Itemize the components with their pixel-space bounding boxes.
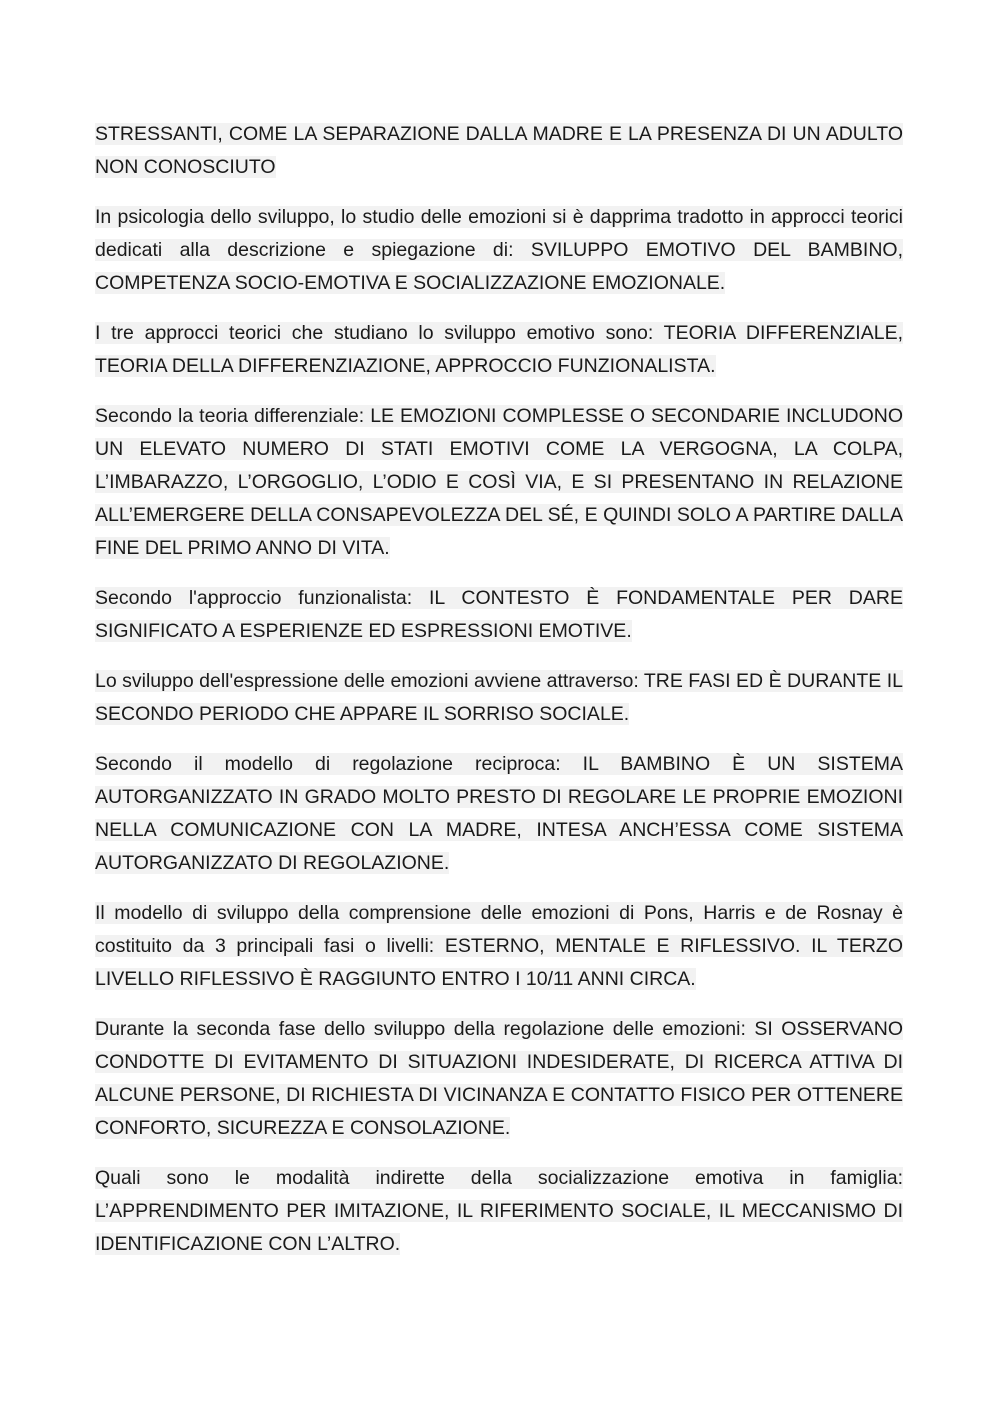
answer-text: IL CONTESTO È FONDAMENTALE PER DARE SIGNIFICATO A ESPERIENZE ED ESPRESSIONI EMOTIVE. (95, 587, 903, 642)
question-text: Secondo il modello di regolazione reciproca: (95, 753, 583, 775)
answer-text: ESTERNO, MENTALE E RIFLESSIVO. IL TERZO LIVELLO RIFLESSIVO È RAGGIUNTO ENTRO I 10/11 ANNI CIRCA. (95, 935, 903, 990)
question-text: In psicologia dello sviluppo, lo studio delle emozioni si è dapprima tradotto in approcci teorici dedicati alla descrizione e spiegazione di: (95, 206, 903, 261)
answer-text: SVILUPPO EMOTIVO DEL BAMBINO, COMPETENZA SOCIO-EMOTIVA E SOCIALIZZAZIONE EMOZIONALE. (95, 239, 903, 294)
answer-text: SI OSSERVANO CONDOTTE DI EVITAMENTO DI SITUAZIONI INDESIDERATE, DI RICERCA ATTIVA DI ALCUNE PERSONE, DI RICHIESTA DI VICINANZA E CONTATTO FISICO PER OTTENERE CONFORTO, SICUREZZA E CONSOLAZIONE. (95, 1018, 903, 1139)
answer-text: L’APPRENDIMENTO PER IMITAZIONE, IL RIFERIMENTO SOCIALE, IL MECCANISMO DI IDENTIFICAZIONE CON L’ALTRO. (95, 1200, 903, 1255)
paragraph-1 (95, 118, 903, 184)
question-text: Quali sono le modalità indirette della socializzazione emotiva in famiglia: (95, 1167, 903, 1189)
paragraph-5 (95, 582, 903, 648)
paragraph-9 (95, 1013, 903, 1145)
paragraph-2 (95, 201, 903, 300)
answer-text: TRE FASI ED È DURANTE IL SECONDO PERIODO CHE APPARE IL SORRISO SOCIALE. (95, 670, 904, 725)
question-text: Il modello di sviluppo della comprensione delle emozioni di Pons, Harris e de Rosnay è costituito da 3 principali fasi o livelli: (95, 902, 903, 957)
paragraph-3 (95, 317, 903, 383)
question-text: Secondo l'approccio funzionalista: (95, 587, 429, 609)
answer-text: LE EMOZIONI COMPLESSE O SECONDARIE INCLUDONO UN ELEVATO NUMERO DI STATI EMOTIVI COME LA VERGOGNA, LA COLPA, L’IMBARAZZO, L’ORGOGLIO, L’ODIO E COSÌ VIA, E SI PRESENTANO IN RELAZIONE ALL’EMERGERE DELLA CONSAPEVOLEZZA DEL SÉ, E QUINDI SOLO A PARTIRE DALLA FINE DEL PRIMO ANNO DI VITA. (95, 405, 903, 559)
answer-text: STRESSANTI, COME LA SEPARAZIONE DALLA MADRE E LA PRESENZA DI UN ADULTO NON CONOSCIUTO (95, 123, 903, 178)
question-text: Durante la seconda fase dello sviluppo della regolazione delle emozioni: (95, 1018, 755, 1040)
document-page (95, 118, 903, 1278)
question-text: Lo sviluppo dell'espressione delle emozioni avviene attraverso: (95, 670, 644, 692)
answer-text: TEORIA DIFFERENZIALE, TEORIA DELLA DIFFERENZIAZIONE, APPROCCIO FUNZIONALISTA. (95, 322, 903, 377)
question-text: Secondo la teoria differenziale: (95, 405, 371, 427)
paragraph-7 (95, 748, 903, 880)
paragraph-8 (95, 897, 903, 996)
question-text: I tre approcci teorici che studiano lo sviluppo emotivo sono: (95, 322, 664, 344)
paragraph-4 (95, 400, 903, 565)
paragraph-6 (95, 665, 903, 731)
paragraph-10 (95, 1162, 903, 1261)
answer-text: IL BAMBINO È UN SISTEMA AUTORGANIZZATO IN GRADO MOLTO PRESTO DI REGOLARE LE PROPRIE EMOZIONI NELLA COMUNICAZIONE CON LA MADRE, INTESA ANCH’ESSA COME SISTEMA AUTORGANIZZATO DI REGOLAZIONE. (95, 753, 903, 874)
